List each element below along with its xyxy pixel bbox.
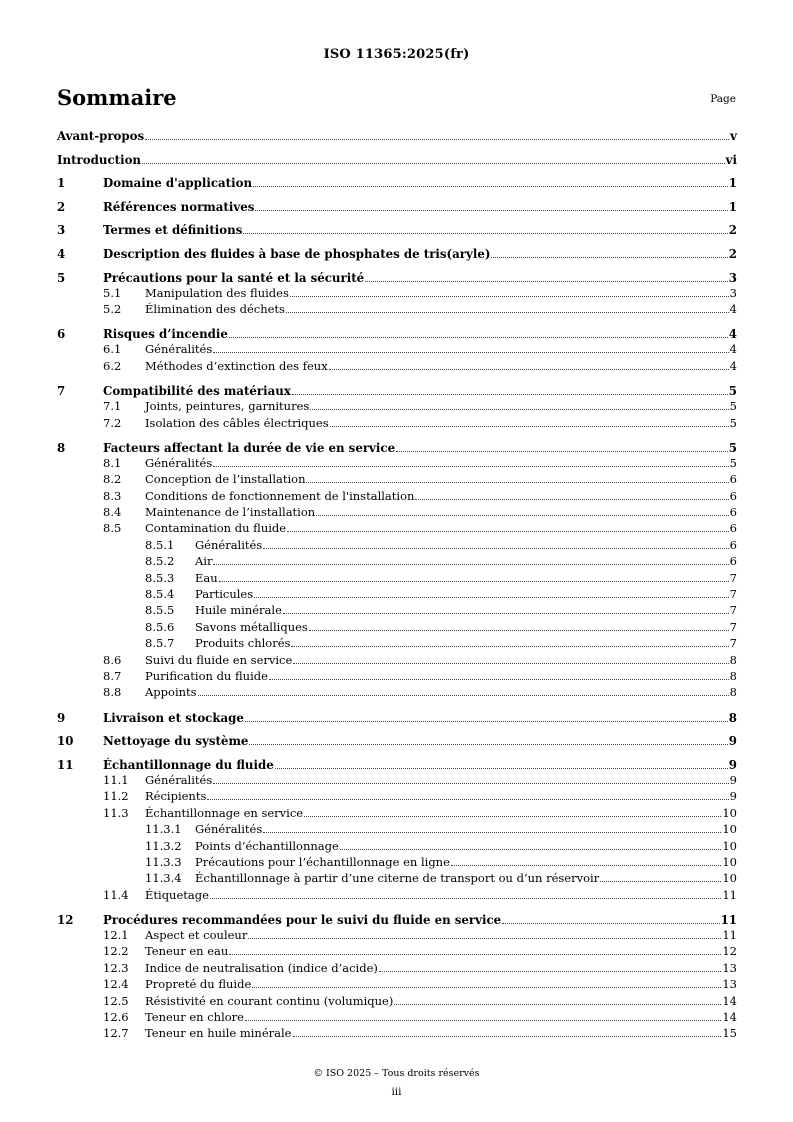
toc-entry-title[interactable]: Livraison et stockage <box>103 710 244 725</box>
toc-entry-title[interactable]: Manipulation des fluides <box>145 285 289 300</box>
dot-leader <box>287 530 729 532</box>
dot-leader <box>502 922 719 924</box>
toc-entry-number: 12 <box>57 913 74 928</box>
toc-entry-page[interactable]: 7 <box>729 603 737 618</box>
toc-entry-title[interactable]: Récipients <box>145 789 207 804</box>
toc-entry-page[interactable]: 11 <box>722 887 737 902</box>
toc-entry-number: 8.5.4 <box>145 587 175 602</box>
toc-entry-page[interactable]: 12 <box>722 944 737 959</box>
toc-entry-page[interactable]: 13 <box>722 977 737 992</box>
toc-entry[interactable] <box>57 246 737 270</box>
toc-entry[interactable] <box>57 822 737 838</box>
toc-entry-number: 8.7 <box>103 668 122 683</box>
toc-entry[interactable] <box>57 636 737 652</box>
toc-entry-page[interactable]: 4 <box>729 301 737 316</box>
toc-entry-number: 12.1 <box>103 928 129 943</box>
toc-entry[interactable] <box>57 944 737 960</box>
toc-entry-title[interactable]: Domaine d'application <box>103 176 253 191</box>
toc-entry-title[interactable]: Eau <box>195 570 218 585</box>
toc-entry-title[interactable]: Échantillonnage du fluide <box>103 757 274 772</box>
toc-entry-page[interactable]: 3 <box>729 285 737 300</box>
toc-entry[interactable] <box>57 710 737 734</box>
toc-entry[interactable] <box>57 152 737 176</box>
toc-entry-number: 11.3.4 <box>145 871 182 886</box>
toc-entry-page[interactable]: vi <box>725 152 737 167</box>
toc-entry-page[interactable]: 14 <box>722 1010 737 1025</box>
toc-entry-title[interactable]: Propreté du fluide <box>145 977 252 992</box>
document-id: ISO 11365:2025(fr) <box>323 47 470 62</box>
toc-entry[interactable] <box>57 587 737 603</box>
toc-entry[interactable] <box>57 359 737 375</box>
toc-entry-number: 11.2 <box>103 789 129 804</box>
page-number: iii <box>391 1086 402 1098</box>
toc-entry-page[interactable]: 8 <box>728 710 737 725</box>
toc-entry-number: 5 <box>57 270 66 285</box>
dot-leader <box>243 232 727 234</box>
toc-entry-number: 4 <box>57 246 66 261</box>
toc-entry-title[interactable]: Nettoyage du système <box>103 734 249 749</box>
dot-leader <box>451 864 721 866</box>
toc-entry-number: 6 <box>57 327 66 342</box>
toc-entry-title[interactable]: Maintenance de l’installation <box>145 505 316 520</box>
toc-entry-number: 2 <box>57 199 66 214</box>
toc-entry-number: 8.2 <box>103 472 122 487</box>
toc-entry-number: 1 <box>57 176 66 191</box>
toc-entry-number: 8.5.1 <box>145 537 175 552</box>
toc-entry-title[interactable]: Généralités <box>145 772 213 787</box>
dot-leader <box>394 1003 721 1005</box>
toc-entry[interactable] <box>57 175 737 199</box>
toc-entry[interactable] <box>57 773 737 789</box>
toc-entry[interactable] <box>57 888 737 904</box>
toc-entry-page[interactable]: 8 <box>729 668 737 683</box>
toc-entry-page[interactable]: 9 <box>728 734 737 749</box>
dot-leader <box>286 311 729 313</box>
dot-leader <box>213 351 728 353</box>
toc-entry-number: 8.5.5 <box>145 603 175 618</box>
toc-entry-title[interactable]: Air <box>195 554 213 569</box>
toc-entry[interactable] <box>57 789 737 805</box>
toc-entry-title[interactable]: Appoints <box>145 685 197 700</box>
dot-leader <box>293 1035 722 1037</box>
toc-entry-page[interactable]: 10 <box>722 805 737 820</box>
toc-entry[interactable] <box>57 342 737 358</box>
toc-entry-page[interactable]: 4 <box>729 358 737 373</box>
toc-entry-page[interactable]: 7 <box>729 587 737 602</box>
dot-leader <box>145 138 729 140</box>
toc-entry-title[interactable]: Teneur en huile minérale <box>145 1026 292 1041</box>
toc-entry-number: 7.1 <box>103 399 122 414</box>
dot-leader <box>329 368 729 370</box>
toc-entry-number: 11.3.3 <box>145 854 182 869</box>
copyright-footer: © ISO 2025 – Tous droits réservés <box>313 1068 480 1079</box>
toc-entry-page[interactable]: 3 <box>728 270 737 285</box>
toc-entry-number: 3 <box>57 223 66 238</box>
dot-leader <box>415 498 728 500</box>
toc-entry[interactable] <box>57 440 737 456</box>
toc-entry-page[interactable]: 2 <box>728 223 737 238</box>
toc-entry-page[interactable]: 5 <box>729 415 737 430</box>
toc-entry-title[interactable]: Teneur en chlore <box>145 1010 244 1025</box>
dot-leader <box>340 848 722 850</box>
toc-entry-title[interactable]: Isolation des câbles électriques <box>145 415 329 430</box>
toc-entry[interactable] <box>57 270 737 286</box>
toc-entry-page[interactable]: 9 <box>729 772 737 787</box>
toc-entry-title[interactable]: Échantillonnage à partir d’une citerne de transport ou d’un réservoir <box>195 871 600 886</box>
dot-leader <box>310 408 728 410</box>
dot-leader <box>255 209 727 211</box>
toc-entry-page[interactable]: 2 <box>728 246 737 261</box>
dot-leader <box>600 880 721 882</box>
dot-leader <box>365 280 728 282</box>
toc-entry[interactable] <box>57 571 737 587</box>
toc-entry-title[interactable]: Facteurs affectant la durée de vie en service <box>103 440 396 455</box>
toc-entry-page[interactable]: 11 <box>722 928 737 943</box>
toc-entry-number: 8.6 <box>103 652 122 667</box>
toc-entry[interactable] <box>57 302 737 318</box>
toc-entry-page[interactable]: 8 <box>729 685 737 700</box>
toc-entry-number: 11 <box>57 757 74 772</box>
toc-entry-page[interactable]: 5 <box>728 440 737 455</box>
page-title: Sommaire <box>57 85 177 110</box>
toc-entry-number: 8.3 <box>103 488 122 503</box>
toc-entry[interactable] <box>57 757 737 773</box>
toc-entry-page[interactable]: 5 <box>728 384 737 399</box>
toc-entry-page[interactable]: 9 <box>728 757 737 772</box>
toc-entry-page[interactable]: 10 <box>722 871 737 886</box>
toc-entry-number: 8.8 <box>103 685 122 700</box>
toc-entry-title[interactable]: Compatibilité des matériaux <box>103 384 291 399</box>
toc-entry-title[interactable]: Élimination des déchets <box>145 301 285 316</box>
dot-leader <box>263 831 721 833</box>
toc-entry-title[interactable]: Conditions de fonctionnement de l'installation <box>145 488 415 503</box>
toc-entry-title[interactable]: Teneur en eau <box>145 944 229 959</box>
toc-entry[interactable] <box>57 603 737 619</box>
toc-entry-page[interactable]: 7 <box>729 570 737 585</box>
dot-leader <box>142 162 725 164</box>
toc-entry-title[interactable]: Joints, peintures, garnitures <box>145 399 310 414</box>
dot-leader <box>219 580 729 582</box>
table-of-contents <box>57 128 737 1043</box>
toc-entry-page[interactable]: 7 <box>729 619 737 634</box>
toc-entry-number: 8 <box>57 440 66 455</box>
toc-entry-number: 11.3.2 <box>145 838 182 853</box>
toc-entry[interactable] <box>57 928 737 944</box>
toc-entry-number: 12.3 <box>103 960 129 975</box>
toc-entry[interactable] <box>57 326 737 342</box>
dot-leader <box>291 645 728 647</box>
toc-entry[interactable] <box>57 128 737 152</box>
toc-entry-title[interactable]: Résistivité en courant continu (volumique) <box>145 993 394 1008</box>
toc-entry-page[interactable]: 11 <box>720 913 737 928</box>
toc-entry-title[interactable]: Introduction <box>57 152 142 167</box>
toc-entry-page[interactable]: 6 <box>729 488 737 503</box>
dot-leader <box>213 782 728 784</box>
toc-entry-number: 9 <box>57 710 66 725</box>
toc-entry-page[interactable]: 5 <box>729 455 737 470</box>
toc-entry-number: 8.5.3 <box>145 570 175 585</box>
toc-entry[interactable] <box>57 961 737 977</box>
toc-entry-title[interactable]: Points d’échantillonnage <box>195 838 339 853</box>
toc-entry-number: 11.3.1 <box>145 822 182 837</box>
toc-entry-number: 6.2 <box>103 358 122 373</box>
toc-entry-page[interactable]: 15 <box>722 1026 737 1041</box>
dot-leader <box>213 465 728 467</box>
toc-entry[interactable] <box>57 489 737 505</box>
dot-leader <box>249 743 727 745</box>
toc-entry-title[interactable]: Produits chlorés <box>195 636 291 651</box>
toc-entry-page[interactable]: 14 <box>722 993 737 1008</box>
toc-entry-page[interactable]: 10 <box>722 822 737 837</box>
dot-leader <box>254 596 729 598</box>
toc-entry-number: 12.2 <box>103 944 129 959</box>
toc-entry-number: 8.5.7 <box>145 636 175 651</box>
toc-entry-title[interactable]: Généralités <box>145 455 213 470</box>
toc-entry-number: 5.2 <box>103 301 122 316</box>
toc-entry-page[interactable]: 5 <box>729 399 737 414</box>
toc-entry[interactable] <box>57 839 737 855</box>
toc-entry-title[interactable]: Généralités <box>195 537 263 552</box>
toc-entry-page[interactable]: 13 <box>722 960 737 975</box>
toc-entry[interactable] <box>57 653 737 669</box>
toc-entry-page[interactable]: 1 <box>728 199 737 214</box>
toc-entry-title[interactable]: Références normatives <box>103 199 255 214</box>
toc-entry-title[interactable]: Conception de l’installation <box>145 472 306 487</box>
toc-entry-number: 7.2 <box>103 415 122 430</box>
toc-entry-title[interactable]: Suivi du fluide en service <box>145 652 293 667</box>
toc-entry[interactable] <box>57 456 737 472</box>
toc-entry-number: 6.1 <box>103 342 122 357</box>
toc-entry[interactable] <box>57 416 737 432</box>
toc-entry[interactable] <box>57 222 737 246</box>
dot-leader <box>379 970 721 972</box>
dot-leader <box>213 563 728 565</box>
dot-leader <box>263 547 728 549</box>
toc-entry-number: 8.5.6 <box>145 619 175 634</box>
toc-entry-page[interactable]: 10 <box>722 854 737 869</box>
toc-entry-page[interactable]: 6 <box>729 537 737 552</box>
toc-entry[interactable] <box>57 383 737 399</box>
toc-entry-number: 12.7 <box>103 1026 129 1041</box>
toc-entry-page[interactable]: 6 <box>729 554 737 569</box>
toc-entry[interactable] <box>57 1010 737 1026</box>
toc-entry[interactable] <box>57 505 737 521</box>
page-column-label: Page <box>710 93 736 105</box>
dot-leader <box>207 798 728 800</box>
toc-entry-page[interactable]: 10 <box>722 838 737 853</box>
dot-leader <box>306 481 728 483</box>
toc-entry[interactable] <box>57 620 737 636</box>
toc-entry-title[interactable]: Échantillonnage en service <box>145 805 304 820</box>
toc-entry-number: 5.1 <box>103 285 122 300</box>
dot-leader <box>269 678 729 680</box>
toc-entry-title[interactable]: Description des fluides à base de phosphates de tris(aryle) <box>103 246 491 261</box>
toc-entry-number: 11.4 <box>103 887 129 902</box>
toc-entry-page[interactable]: 8 <box>729 652 737 667</box>
toc-entry-page[interactable]: 6 <box>729 472 737 487</box>
toc-entry-page[interactable]: 7 <box>729 636 737 651</box>
toc-entry-title[interactable]: Contamination du fluide <box>145 521 287 536</box>
dot-leader <box>245 1019 721 1021</box>
toc-entry[interactable] <box>57 806 737 822</box>
toc-entry-number: 8.5 <box>103 521 122 536</box>
dot-leader <box>304 815 721 817</box>
toc-entry-number: 7 <box>57 384 66 399</box>
toc-entry-page[interactable]: v <box>730 129 737 143</box>
dot-leader <box>491 256 727 258</box>
toc-entry-title[interactable]: Savons métalliques <box>195 619 308 634</box>
toc-entry[interactable] <box>57 1026 737 1042</box>
dot-leader <box>248 937 721 939</box>
dot-leader <box>309 629 729 631</box>
dot-leader <box>210 897 721 899</box>
toc-entry-title[interactable]: Huile minérale <box>195 603 282 618</box>
toc-entry-title[interactable]: Méthodes d’extinction des feux <box>145 358 328 373</box>
toc-entry[interactable] <box>57 554 737 570</box>
toc-entry-title[interactable]: Précautions pour la santé et la sécurité <box>103 270 365 285</box>
dot-leader <box>198 694 729 696</box>
dot-leader <box>283 612 729 614</box>
toc-entry-title[interactable]: Avant-propos <box>57 129 145 143</box>
toc-entry-title[interactable]: Précautions pour l’échantillonnage en ligne <box>195 854 450 869</box>
dot-leader <box>229 953 721 955</box>
toc-entry-number: 12.6 <box>103 1010 129 1025</box>
toc-entry[interactable] <box>57 669 737 685</box>
dot-leader <box>229 336 728 338</box>
toc-entry-title[interactable]: Aspect et couleur <box>145 928 248 943</box>
toc-entry[interactable] <box>57 994 737 1010</box>
toc-entry-title[interactable]: Purification du fluide <box>145 668 268 683</box>
dot-leader <box>245 720 728 722</box>
toc-entry-page[interactable]: 6 <box>729 505 737 520</box>
toc-entry[interactable] <box>57 199 737 223</box>
toc-entry-number: 8.1 <box>103 455 122 470</box>
toc-entry[interactable] <box>57 977 737 993</box>
toc-entry-title[interactable]: Risques d’incendie <box>103 327 228 342</box>
dot-leader <box>396 450 728 452</box>
toc-entry[interactable] <box>57 538 737 554</box>
dot-leader <box>275 767 728 769</box>
toc-entry-title[interactable]: Procédures recommandées pour le suivi du fluide en service <box>103 913 502 928</box>
toc-entry[interactable] <box>57 855 737 871</box>
dot-leader <box>292 393 728 395</box>
toc-entry[interactable] <box>57 733 737 757</box>
toc-entry-number: 10 <box>57 734 74 749</box>
toc-entry-number: 11.1 <box>103 772 129 787</box>
toc-entry[interactable] <box>57 472 737 488</box>
toc-entry-title[interactable]: Étiquetage <box>145 887 209 902</box>
toc-entry-number: 8.5.2 <box>145 554 175 569</box>
toc-entry-title[interactable]: Termes et définitions <box>103 223 243 238</box>
toc-entry[interactable] <box>57 399 737 415</box>
toc-entry-page[interactable]: 6 <box>729 521 737 536</box>
toc-entry-page[interactable]: 4 <box>729 342 737 357</box>
toc-entry-number: 12.4 <box>103 977 129 992</box>
toc-entry[interactable] <box>57 286 737 302</box>
toc-entry[interactable] <box>57 871 737 887</box>
toc-entry[interactable] <box>57 521 737 537</box>
toc-entry-page[interactable]: 1 <box>728 176 737 191</box>
toc-entry-number: 11.3 <box>103 805 129 820</box>
dot-leader <box>253 185 728 187</box>
toc-entry[interactable] <box>57 912 737 928</box>
toc-entry-title[interactable]: Indice de neutralisation (indice d’acide) <box>145 960 378 975</box>
toc-entry[interactable] <box>57 685 737 701</box>
toc-entry-title[interactable]: Particules <box>195 587 254 602</box>
dot-leader <box>316 514 728 516</box>
toc-entry-title[interactable]: Généralités <box>195 822 263 837</box>
toc-entry-page[interactable]: 4 <box>728 327 737 342</box>
dot-leader <box>330 425 729 427</box>
toc-entry-number: 8.4 <box>103 505 122 520</box>
dot-leader <box>252 986 721 988</box>
toc-entry-title[interactable]: Généralités <box>145 342 213 357</box>
toc-entry-number: 12.5 <box>103 993 129 1008</box>
toc-entry-page[interactable]: 9 <box>729 789 737 804</box>
dot-leader <box>293 662 728 664</box>
dot-leader <box>290 295 729 297</box>
